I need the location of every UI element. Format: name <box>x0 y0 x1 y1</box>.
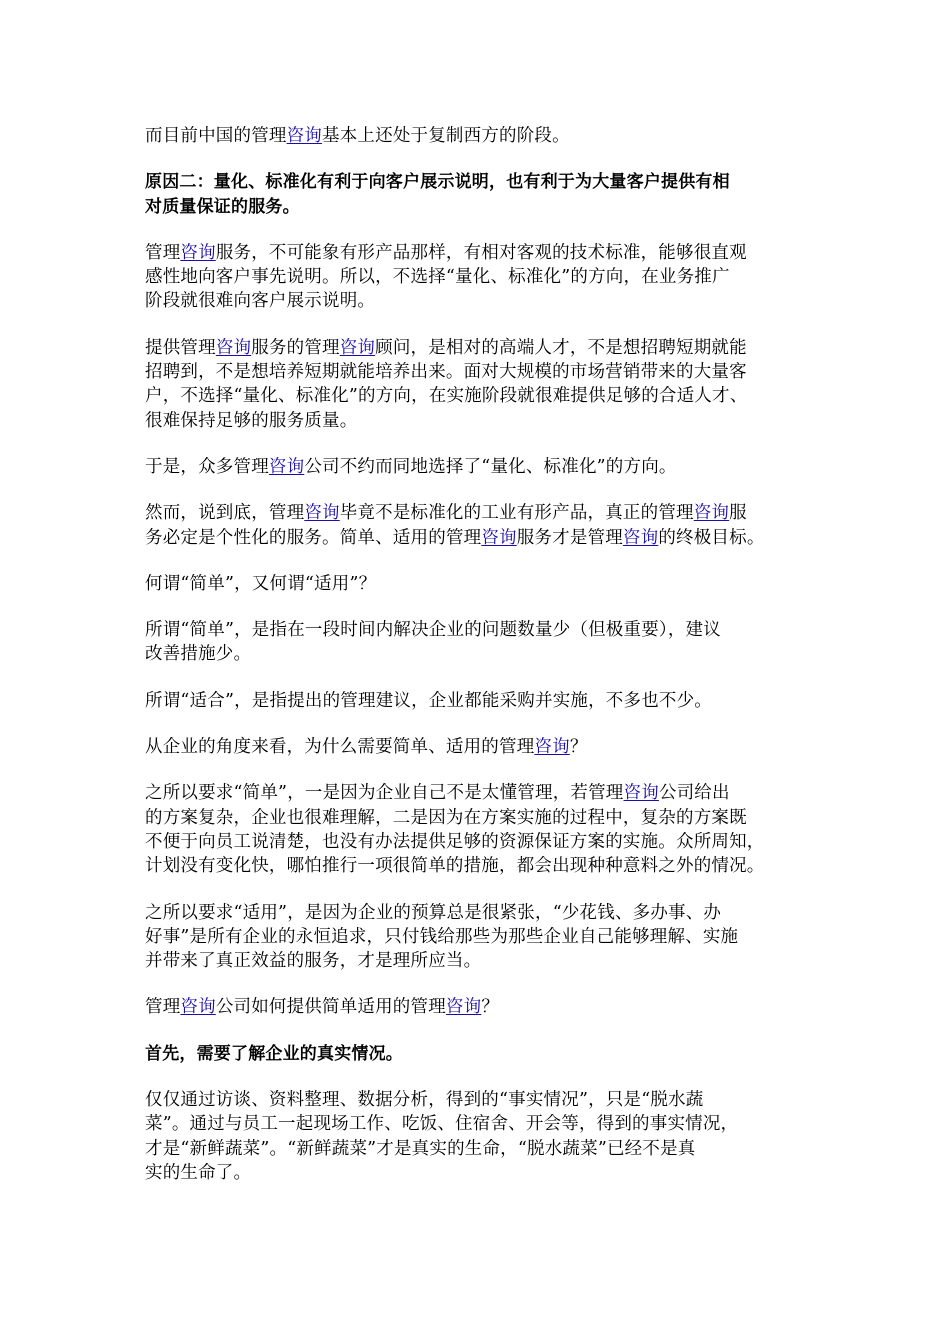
consulting-link[interactable]: 咨询 <box>180 997 216 1018</box>
consulting-link[interactable]: 咨询 <box>623 783 659 804</box>
text-segment: 对质量保证的服务。 <box>145 196 300 217</box>
text-line <box>145 901 810 925</box>
text-segment: 公司如何提供简单适用的管理 <box>215 997 446 1018</box>
consulting-link[interactable]: 咨询 <box>180 242 216 263</box>
text-line <box>145 949 810 973</box>
document-page <box>145 124 810 1207</box>
body-paragraph <box>145 124 810 148</box>
consulting-link[interactable]: 咨询 <box>693 503 730 524</box>
text-segment: 菜”。通过与员工一起现场工作、吃饭、住宿舍、开会等，得到的事实情况， <box>145 1114 739 1135</box>
text-segment: 很难保持足够的服务质量。 <box>145 410 358 431</box>
text-segment: 顾问，是相对的高端人才，不是想招聘短期就能 <box>375 337 747 358</box>
text-segment: 务必定是个性化的服务。简单、适用的管理 <box>145 527 482 548</box>
body-paragraph <box>145 336 810 433</box>
consulting-link[interactable]: 咨询 <box>268 456 305 477</box>
text-line <box>145 830 810 854</box>
text-line <box>145 1088 810 1112</box>
text-segment: 服务，不可能象有形产品那样，有相对客观的技术标准，能够很直观 <box>215 242 747 263</box>
body-paragraph <box>145 781 810 878</box>
text-line <box>145 265 810 289</box>
body-paragraph <box>145 1088 810 1185</box>
body-paragraph <box>145 901 810 974</box>
text-segment: 并带来了真正效益的服务，才是理所应当。 <box>145 951 482 972</box>
text-segment: 而目前中国的管理 <box>145 126 287 146</box>
body-paragraph <box>145 455 810 479</box>
text-segment: 服 <box>729 503 747 524</box>
consulting-link[interactable]: 咨询 <box>534 737 570 758</box>
text-segment: 好事”是所有企业的永恒追求，只付钱给那些为那些企业自己能够理解、实施 <box>145 926 739 947</box>
text-line <box>145 241 810 265</box>
text-segment: 不便于向员工说清楚，也没有办法提供足够的资源保证方案的实施。众所周知， <box>145 831 765 852</box>
text-line <box>145 1137 810 1161</box>
text-line <box>145 689 810 713</box>
body-paragraph <box>145 241 810 314</box>
text-line <box>145 336 810 360</box>
text-segment: 于是，众多管理 <box>145 456 269 477</box>
text-segment: 原因二：量化、标准化有利于向客户展示说明，也有利于为大量客户提供有相 <box>145 172 730 193</box>
text-segment: 仅仅通过访谈、资料整理、数据分析，得到的“事实情况”，只是“脱水蔬 <box>145 1090 704 1111</box>
text-segment: 才是“新鲜蔬菜”。“新鲜蔬菜”才是真实的生命，“脱水蔬菜”已经不是真 <box>145 1138 696 1159</box>
text-segment: 服务的管理 <box>251 337 340 358</box>
text-segment: 从企业的角度来看，为什么需要简单、适用的管理 <box>145 737 535 758</box>
text-segment: 毕竟不是标准化的工业有形产品，真正的管理 <box>339 503 694 524</box>
text-segment: 改善措施少。 <box>145 644 252 665</box>
text-segment: 阶段就很难向客户展示说明。 <box>145 291 376 312</box>
consulting-link[interactable]: 咨询 <box>481 527 517 548</box>
text-segment: 基本上还处于复制西方的阶段。 <box>322 126 570 146</box>
body-paragraph <box>145 618 810 667</box>
text-line <box>145 995 810 1019</box>
text-line <box>145 642 810 666</box>
text-line <box>145 781 810 805</box>
consulting-link[interactable]: 咨询 <box>622 527 659 548</box>
text-segment: 的方案复杂，企业也很难理解，二是因为在方案实施的过程中，复杂的方案既 <box>145 807 747 828</box>
text-segment: 的终极目标。 <box>658 527 765 548</box>
text-segment: 公司不约而同地选择了“量化、标准化”的方向。 <box>304 456 677 477</box>
body-paragraph <box>145 995 810 1019</box>
text-line <box>145 1042 810 1066</box>
consulting-link[interactable]: 咨询 <box>286 126 323 146</box>
text-segment: 管理 <box>145 997 181 1018</box>
text-line <box>145 455 810 479</box>
text-line <box>145 526 810 550</box>
text-segment: ？ <box>481 997 500 1018</box>
text-segment: 招聘到，不是想培养短期就能培养出来。面对大规模的市场营销带来的大量客 <box>145 362 747 383</box>
body-paragraph <box>145 735 810 759</box>
body-paragraph <box>145 689 810 713</box>
text-segment: 首先，需要了解企业的真实情况。 <box>145 1043 403 1064</box>
text-line <box>145 806 810 830</box>
text-line <box>145 289 810 313</box>
text-segment: 然而，说到底，管理 <box>145 503 305 524</box>
consulting-link[interactable]: 咨询 <box>215 337 252 358</box>
text-line <box>145 1112 810 1136</box>
text-segment: 管理 <box>145 242 181 263</box>
text-line <box>145 501 810 525</box>
text-line <box>145 735 810 759</box>
text-segment: 户，不选择“量化、标准化”的方向，在实施阶段就很难提供足够的合适人才、 <box>145 386 748 407</box>
text-line <box>145 195 810 219</box>
body-paragraph <box>145 572 810 596</box>
text-segment: ？ <box>569 737 588 758</box>
consulting-link[interactable]: 咨询 <box>445 997 482 1018</box>
text-line <box>145 1161 810 1185</box>
text-segment: 何谓“简单”，又何谓“适用”？ <box>145 573 377 594</box>
text-line <box>145 384 810 408</box>
text-segment: 之所以要求“简单”，一是因为企业自己不是太懂管理，若管理 <box>145 783 624 804</box>
text-line <box>145 925 810 949</box>
text-segment: 所谓“简单”，是指在一段时间内解决企业的问题数量少（但极重要），建议 <box>145 620 721 641</box>
text-line <box>145 572 810 596</box>
text-line <box>145 124 810 148</box>
text-line <box>145 170 810 194</box>
text-segment: 实的生命了。 <box>145 1162 252 1183</box>
text-segment: 服务才是管理 <box>516 527 623 548</box>
consulting-link[interactable]: 咨询 <box>304 503 340 524</box>
text-segment: 公司给出 <box>658 783 730 804</box>
text-segment: 所谓“适合”，是指提出的管理建议，企业都能采购并实施，不多也不少。 <box>145 690 712 711</box>
text-line <box>145 360 810 384</box>
body-paragraph <box>145 501 810 550</box>
text-segment: 计划没有变化快，哪怕推行一项很简单的措施，都会出现种种意料之外的情况。 <box>145 856 765 877</box>
text-line <box>145 618 810 642</box>
text-line <box>145 409 810 433</box>
text-segment: 提供管理 <box>145 337 216 358</box>
text-segment: 感性地向客户事先说明。所以，不选择“量化、标准化”的方向，在业务推广 <box>145 267 730 288</box>
text-segment: 之所以要求“适用”，是因为企业的预算总是很紧张，“少花钱、多办事、办 <box>145 902 722 923</box>
text-line <box>145 854 810 878</box>
section-heading <box>145 170 810 219</box>
section-heading <box>145 1042 810 1066</box>
consulting-link[interactable]: 咨询 <box>339 337 376 358</box>
